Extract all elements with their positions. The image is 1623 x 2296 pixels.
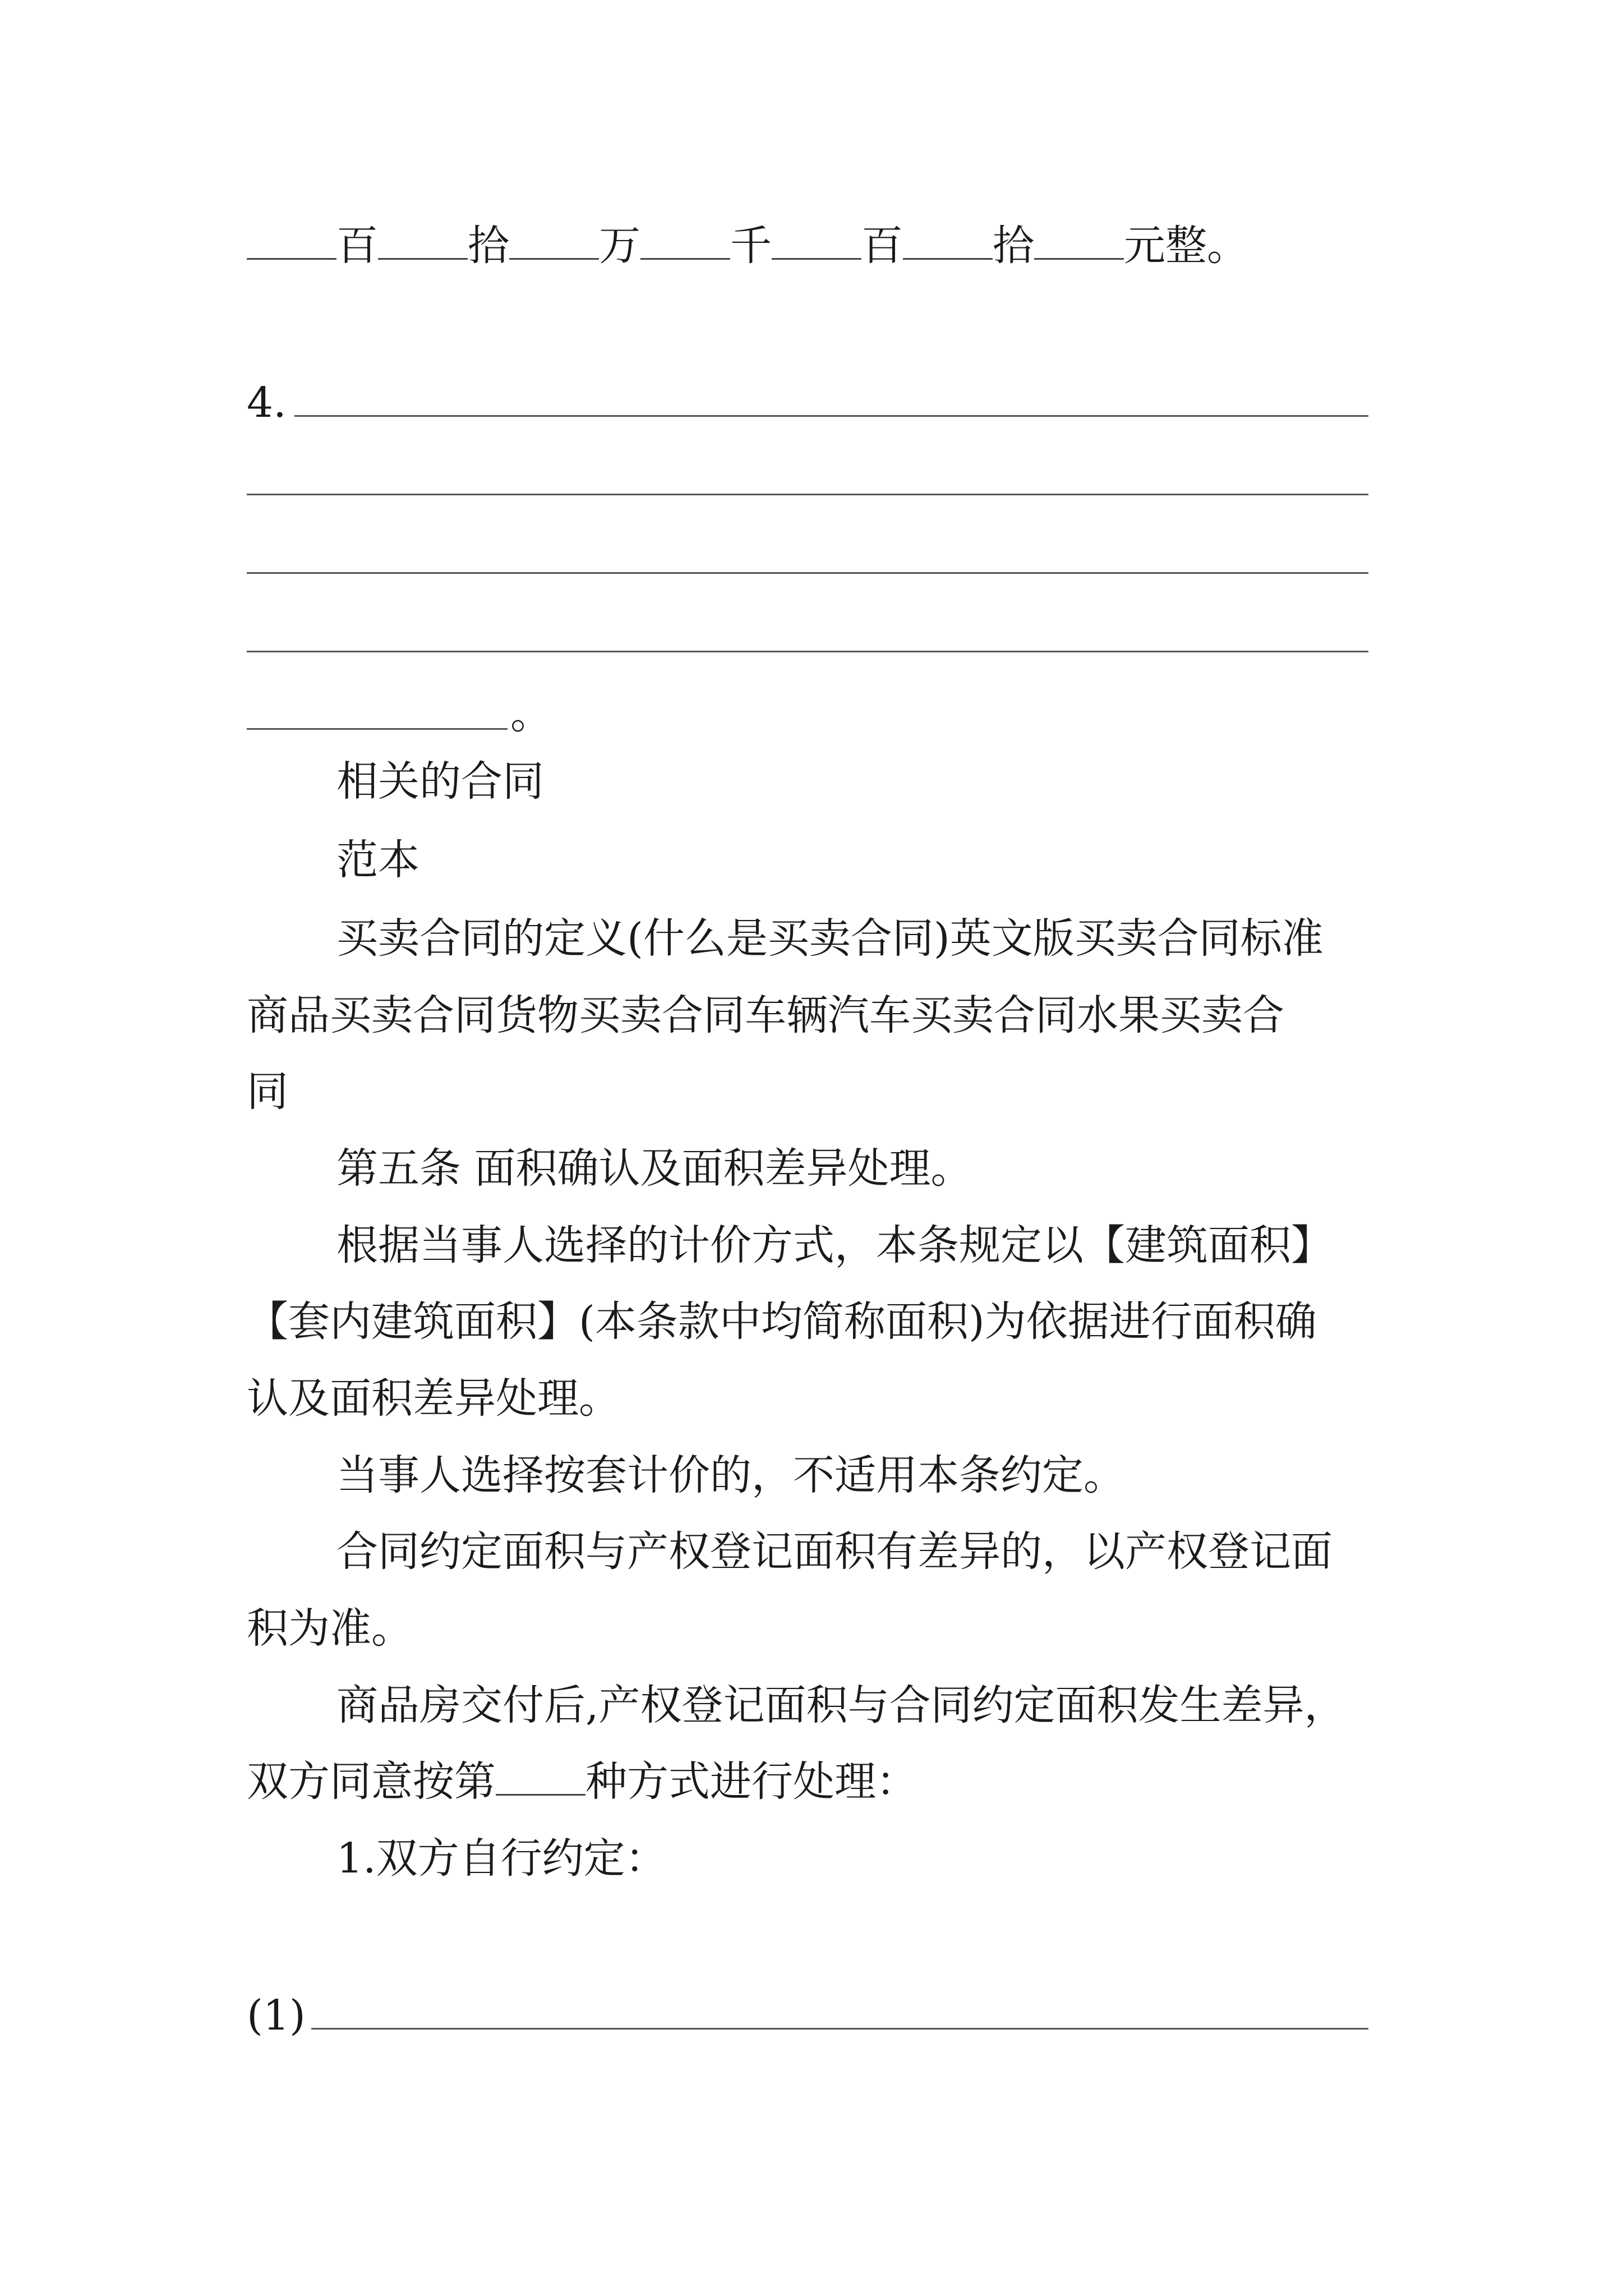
item-4-blank-line-1 xyxy=(294,415,1368,417)
paragraph-2: 当事人选择按套计价的，不适用本条约定。 xyxy=(336,1451,1125,1499)
template-label: 范本 xyxy=(336,836,419,884)
item-4-number: 4. xyxy=(247,379,287,427)
article-5-title: 第五条 面积确认及面积差异处理。 xyxy=(336,1144,972,1193)
paragraph-1-line-3: 认及面积差异处理。 xyxy=(247,1374,620,1423)
unit-thousand: 千 xyxy=(730,222,772,270)
amount-blank xyxy=(772,224,861,260)
paragraph-4-line-2 xyxy=(247,1755,1391,1809)
item-4-blank-line-5 xyxy=(247,728,508,730)
amount-blank xyxy=(903,224,993,260)
amount-ending: 元整。 xyxy=(1124,222,1248,270)
amount-blank xyxy=(640,224,730,260)
related-links-line-1: 买卖合同的定义(什么是买卖合同)英文版买卖合同标准 xyxy=(336,914,1324,963)
amount-blank xyxy=(247,224,336,260)
paragraph-3-line-2: 积为准。 xyxy=(247,1604,413,1653)
unit-wan: 万 xyxy=(599,222,640,270)
item-4-blank-line-2 xyxy=(247,494,1368,495)
related-links-line-2: 商品买卖合同货物买卖合同车辆汽车买卖合同水果买卖合 xyxy=(247,991,1284,1039)
sub-item-1-label: (1) xyxy=(247,1991,306,2040)
paragraph-4-line-1: 商品房交付后,产权登记面积与合同约定面积发生差异， xyxy=(336,1681,1346,1729)
paragraph-3-line-1: 合同约定面积与产权登记面积有差异的，以产权登记面 xyxy=(336,1527,1332,1576)
related-links-line-3: 同 xyxy=(247,1068,288,1116)
related-contract-label: 相关的合同 xyxy=(336,757,544,806)
item-4-blank-line-4 xyxy=(247,651,1368,652)
amount-blank xyxy=(378,224,468,260)
paragraph-1-line-2: 【套内建筑面积】(本条款中均简称面积)为依据进行面积确 xyxy=(247,1297,1317,1346)
unit-hundred-wan: 百 xyxy=(336,222,378,270)
amount-in-words-line xyxy=(247,219,1391,273)
amount-blank xyxy=(1034,224,1124,260)
unit-hundred: 百 xyxy=(861,222,903,270)
method-number-blank xyxy=(496,1760,585,1796)
paragraph-1-line-1: 根据当事人选择的计价方式，本条规定以【建筑面积】 xyxy=(336,1221,1332,1269)
amount-blank xyxy=(509,224,599,260)
sub-item-1-blank-line xyxy=(311,2028,1368,2030)
option-1-self-agreed: 1.双方自行约定： xyxy=(336,1834,667,1883)
item-4-blank-line-3 xyxy=(247,572,1368,574)
item-4-end-mark: 。 xyxy=(510,690,552,738)
unit-ten: 拾 xyxy=(993,222,1034,270)
unit-ten-wan: 拾 xyxy=(468,222,509,270)
paragraph-4-prefix: 双方同意按第 xyxy=(247,1757,496,1806)
paragraph-4-suffix: 种方式进行处理： xyxy=(585,1757,917,1806)
